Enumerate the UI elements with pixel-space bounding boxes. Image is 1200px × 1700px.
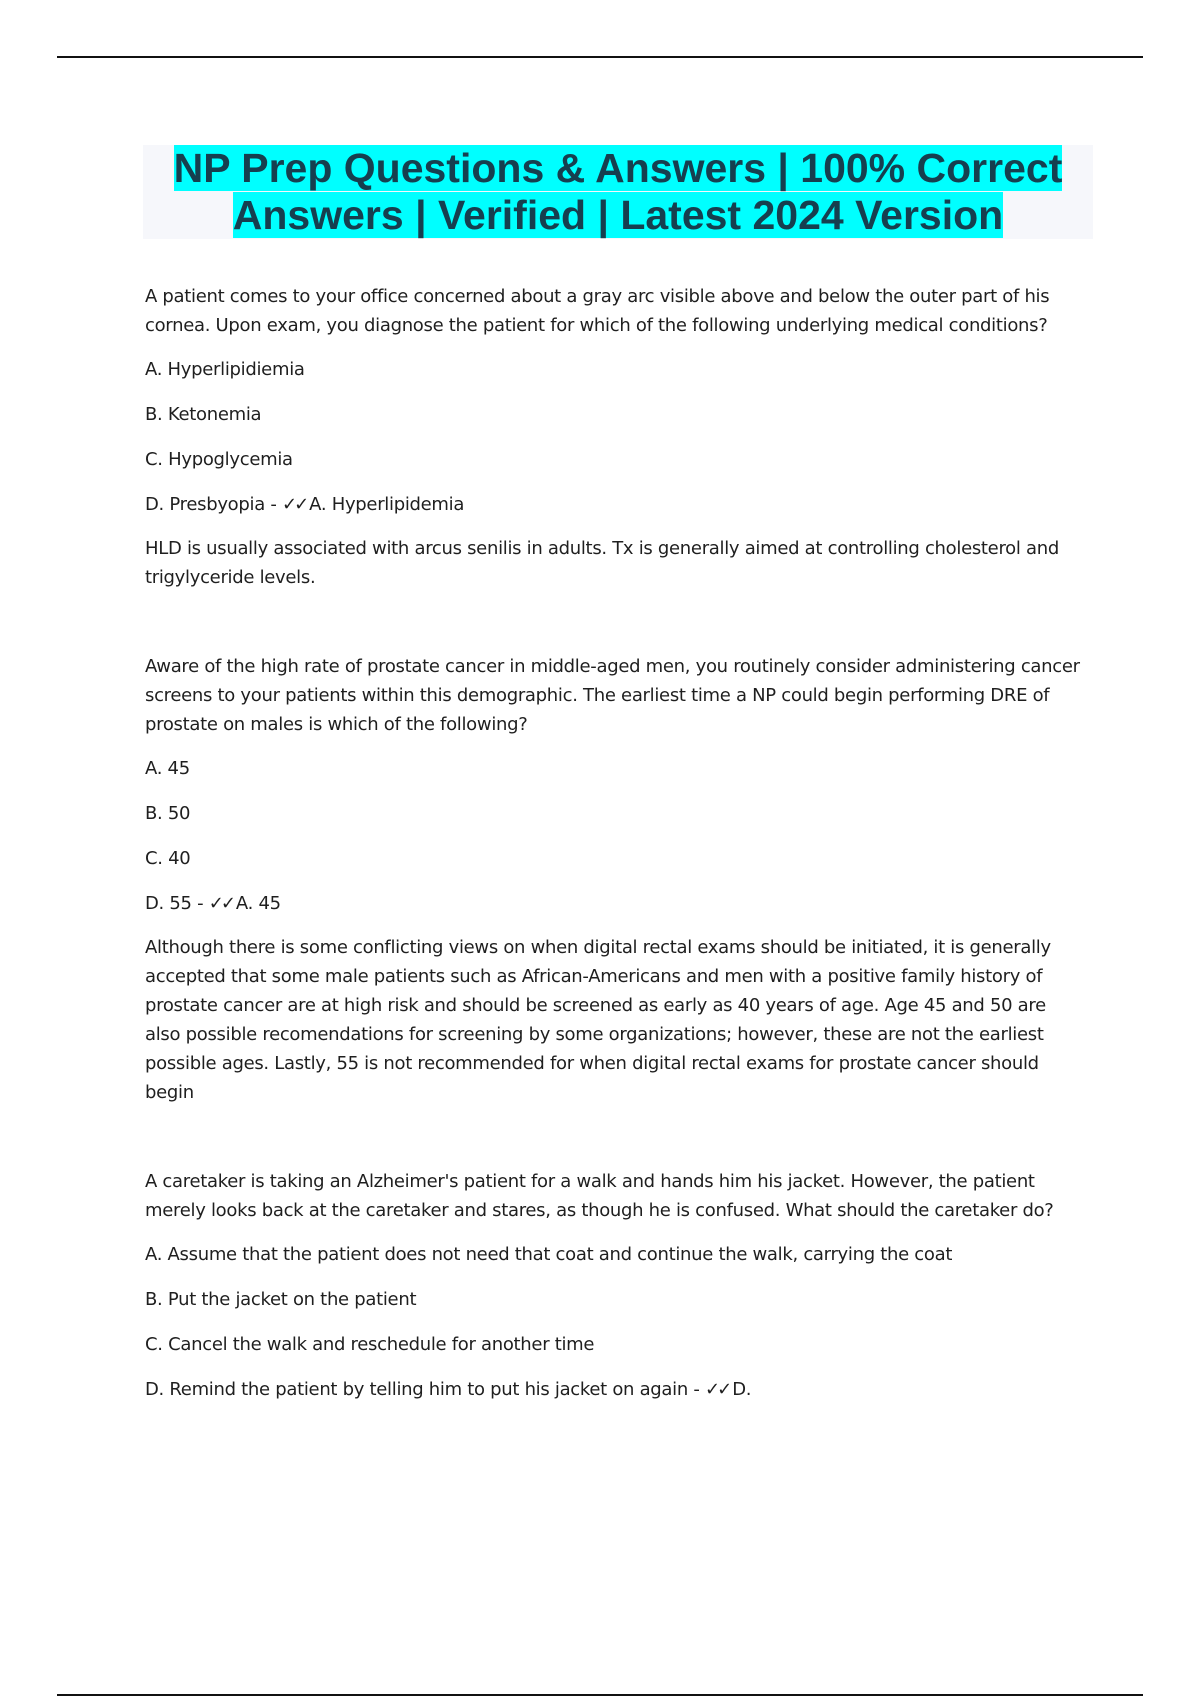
option-b: B. 50 bbox=[145, 803, 191, 824]
double-check-icon: ✓✓ bbox=[208, 893, 233, 914]
answer-explanation: HLD is usually associated with arcus senilis in adults. Tx is generally aimed at controlling cholesterol and trigylyceride levels. bbox=[145, 538, 1059, 588]
title-line-1: NP Prep Questions & Answers | 100% Correct bbox=[173, 145, 1063, 191]
question-1 bbox=[145, 282, 1085, 592]
document-title bbox=[143, 145, 1093, 239]
option-b: B. Put the jacket on the patient bbox=[145, 1289, 417, 1310]
option-d: D. Remind the patient by telling him to put his jacket on again - bbox=[145, 1379, 706, 1400]
question-stem: Aware of the high rate of prostate cancer in middle-aged men, you routinely consider administering cancer screens to your patients within this demographic. The earliest time a NP could begin performing DRE of prostate on males is which of the following? bbox=[145, 656, 1080, 735]
option-a: A. 45 bbox=[145, 758, 190, 779]
bottom-rule bbox=[57, 1694, 1143, 1696]
option-d-with-answer bbox=[145, 891, 1085, 916]
option-d: D. Presbyopia - bbox=[145, 494, 282, 515]
option-c: C. Cancel the walk and reschedule for another time bbox=[145, 1334, 595, 1355]
double-check-icon: ✓✓ bbox=[705, 1379, 730, 1400]
question-3 bbox=[145, 1167, 1085, 1402]
answer-explanation: Although there is some conflicting views on when digital rectal exams should be initiated, it is generally accepted that some male patients such as African-Americans and men with a positive family history of prostate cancer are at high risk and should be screened as early as 40 years of age. Age 45 and 50 are also possible recomendations for screening by some organizations; however, these are not the earliest possible ages. Lastly, 55 is not recommended for when digital rectal exams for prostate cancer should begin bbox=[145, 937, 1051, 1103]
option-c: C. 40 bbox=[145, 848, 191, 869]
double-check-icon: ✓✓ bbox=[282, 494, 307, 515]
option-a: A. Hyperlipidiemia bbox=[145, 359, 305, 380]
question-stem: A patient comes to your office concerned about a gray arc visible above and below the outer part of his cornea. Upon exam, you diagnose the patient for which of the following underlying medical conditions? bbox=[145, 286, 1050, 336]
option-b: B. Ketonemia bbox=[145, 404, 262, 425]
correct-answer: A. Hyperlipidemia bbox=[309, 494, 465, 515]
top-rule bbox=[57, 56, 1143, 58]
option-a: A. Assume that the patient does not need that coat and continue the walk, carrying the coat bbox=[145, 1244, 953, 1265]
option-d: D. 55 - bbox=[145, 893, 209, 914]
question-list bbox=[145, 282, 1085, 1419]
correct-answer: D. bbox=[732, 1379, 752, 1400]
question-stem: A caretaker is taking an Alzheimer's patient for a walk and hands him his jacket. However, the patient merely looks back at the caretaker and stares, as though he is confused. What should the caretaker do? bbox=[145, 1171, 1054, 1221]
correct-answer: A. 45 bbox=[235, 893, 281, 914]
question-2 bbox=[145, 652, 1085, 1107]
option-c: C. Hypoglycemia bbox=[145, 449, 293, 470]
option-d-with-answer bbox=[145, 492, 1085, 517]
option-d-with-answer bbox=[145, 1377, 1085, 1402]
title-line-2: Answers | Verified | Latest 2024 Version bbox=[232, 192, 1004, 238]
